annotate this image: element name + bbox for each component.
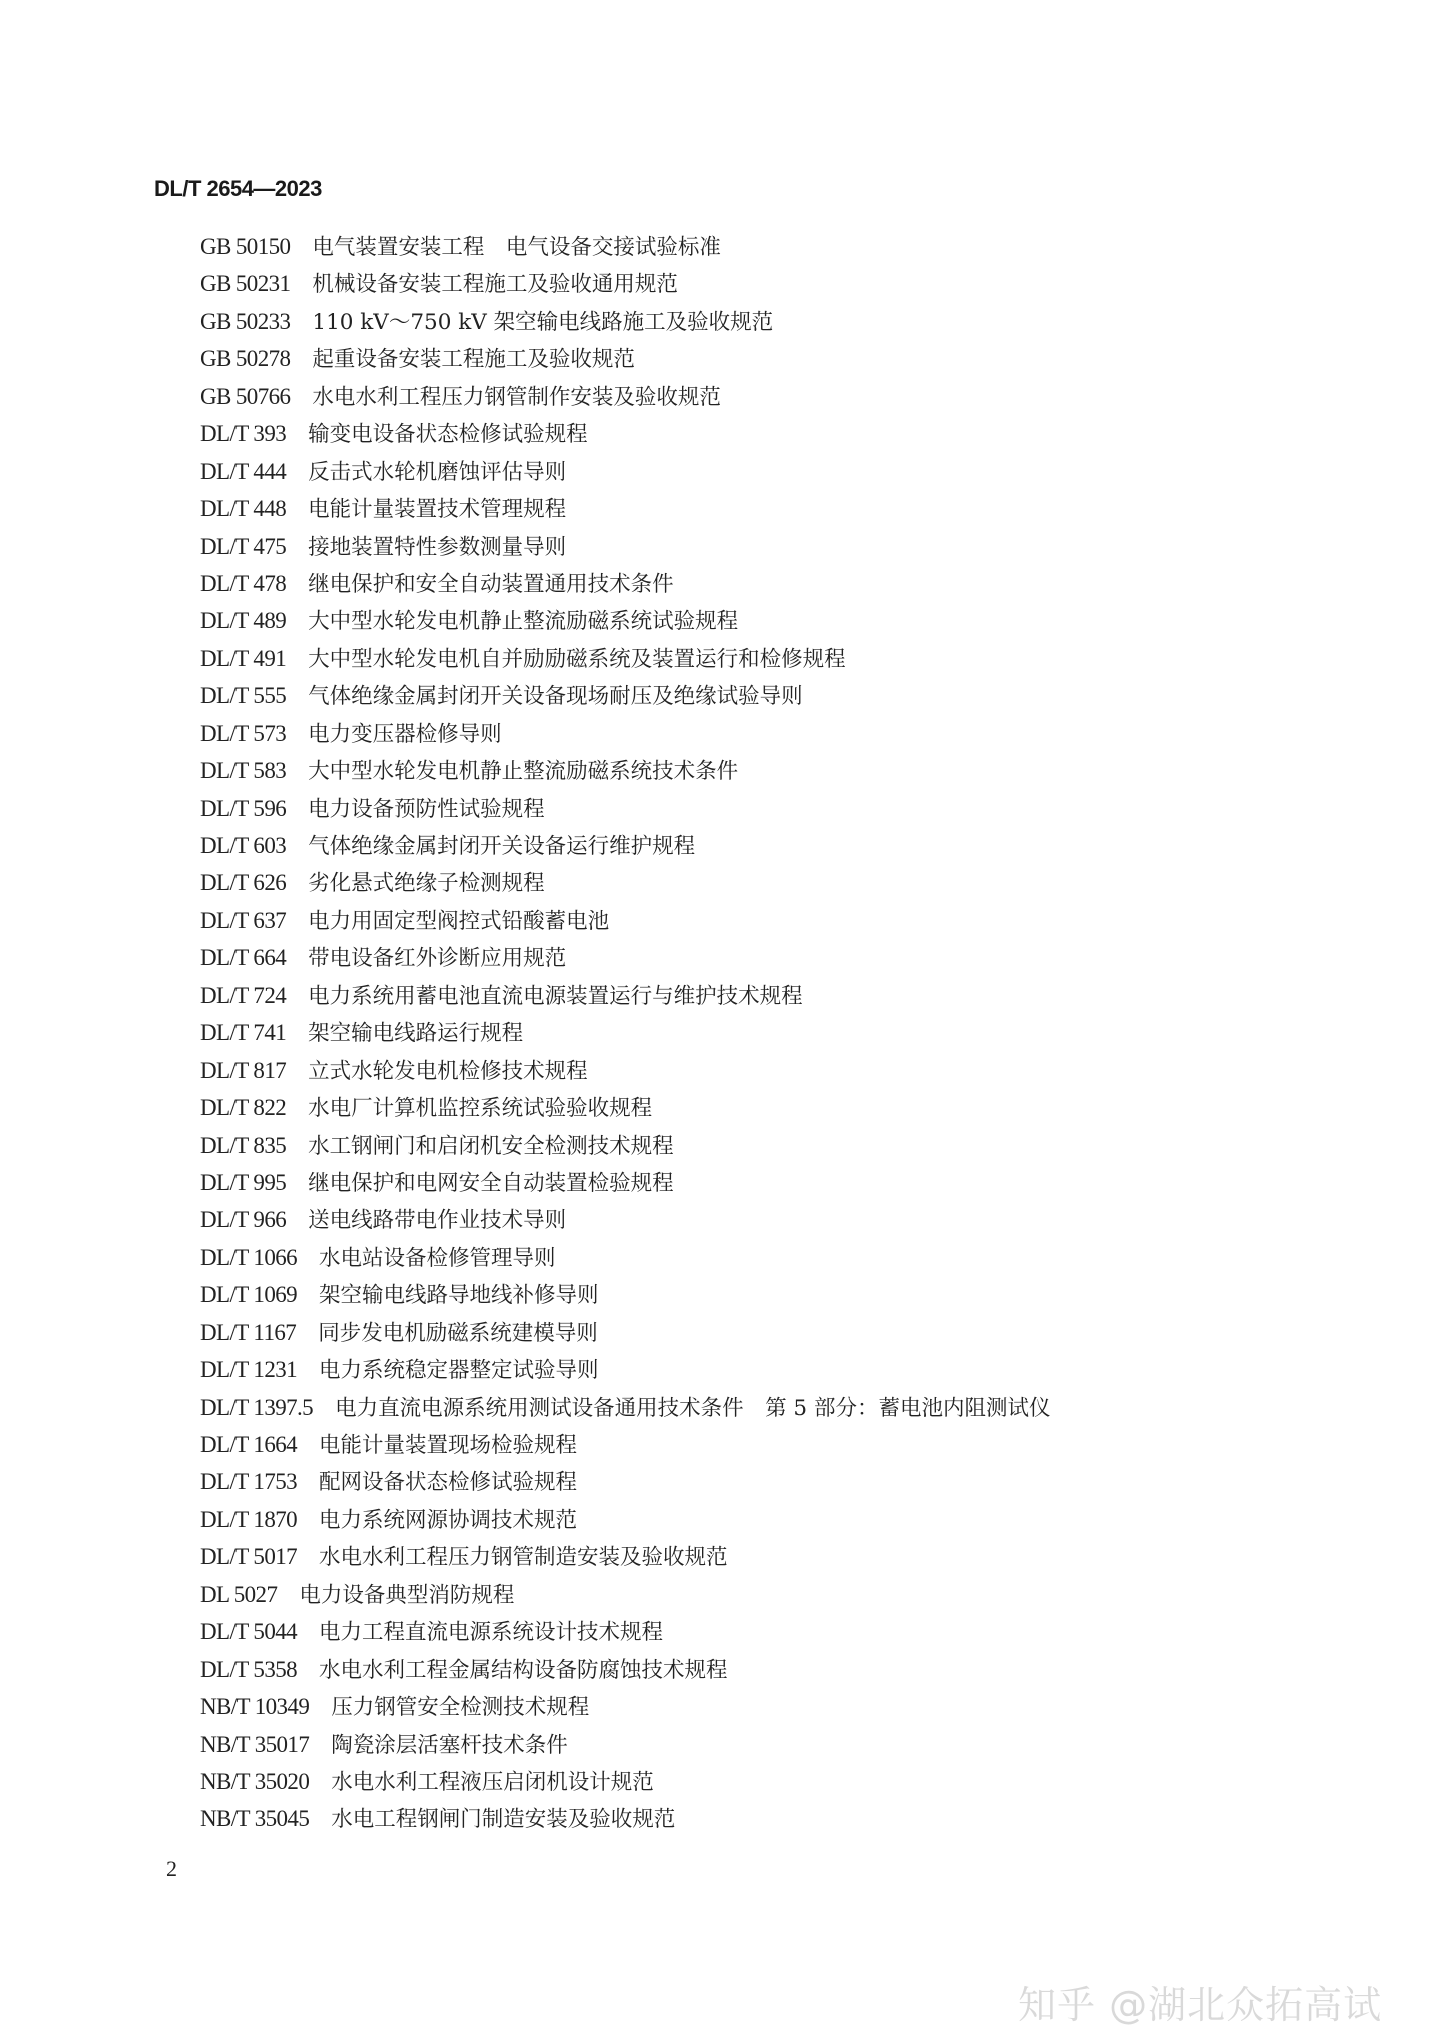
- reference-item: [200, 1389, 1050, 1426]
- standard-code: DL/T 489: [200, 608, 287, 634]
- standard-code: DL/T 491: [200, 645, 287, 671]
- standard-title: 架空输电线路导地线补修导则: [319, 1283, 599, 1309]
- standard-title: 水工钢闸门和启闭机安全检测技术规程: [308, 1133, 674, 1159]
- standard-title: 架空输电线路运行规程: [308, 1021, 524, 1047]
- reference-item: [200, 1239, 1050, 1276]
- reference-item: [200, 677, 1050, 714]
- reference-item: [200, 902, 1050, 939]
- standard-title: 电气装置安装工程 电气设备交接试验标准: [312, 235, 721, 260]
- standard-code: DL/T 478: [200, 570, 287, 596]
- reference-item: [200, 265, 1050, 302]
- standard-title: 送电线路带电作业技术导则: [308, 1208, 567, 1234]
- standard-code: DL/T 1397.5: [200, 1394, 314, 1420]
- reference-item: [200, 565, 1050, 602]
- reference-item: [200, 415, 1050, 452]
- reference-item: [200, 1463, 1050, 1500]
- standard-code: GB 50233: [200, 308, 291, 334]
- standard-title: 带电设备红外诊断应用规范: [308, 946, 567, 972]
- standard-code: DL/T 822: [200, 1095, 287, 1121]
- standard-code: DL/T 835: [200, 1132, 287, 1158]
- standard-title: 输变电设备状态检修试验规程: [308, 422, 588, 448]
- reference-item: [200, 1613, 1050, 1650]
- standard-title: 电力工程直流电源系统设计技术规程: [319, 1620, 664, 1646]
- reference-item: [200, 378, 1050, 415]
- standard-code: DL/T 1870: [200, 1506, 298, 1532]
- reference-item: [200, 752, 1050, 789]
- standard-code: DL/T 5358: [200, 1656, 298, 1682]
- reference-item: [200, 1276, 1050, 1313]
- reference-item: [200, 977, 1050, 1014]
- reference-item: [200, 1651, 1050, 1688]
- standard-title: 电力用固定型阀控式铅酸蓄电池: [308, 908, 610, 934]
- standard-title: 电能计量装置技术管理规程: [308, 497, 567, 523]
- standard-title: 接地装置特性参数测量导则: [308, 534, 567, 560]
- reference-item: [200, 1201, 1050, 1238]
- reference-item: [200, 528, 1050, 565]
- standard-title: 水电站设备检修管理导则: [319, 1245, 556, 1271]
- standard-code: DL/T 555: [200, 683, 287, 709]
- reference-item: [200, 1800, 1050, 1837]
- reference-item: [200, 1089, 1050, 1126]
- reference-item: [200, 453, 1050, 490]
- standard-code: DL/T 637: [200, 907, 287, 933]
- watermark: 知乎 @湖北众拓高试: [1018, 1983, 1383, 2027]
- reference-item: [200, 490, 1050, 527]
- standard-code: NB/T 35045: [200, 1806, 310, 1832]
- standard-code: DL/T 1231: [200, 1357, 298, 1383]
- standard-code: DL/T 817: [200, 1057, 287, 1083]
- reference-item: [200, 640, 1050, 677]
- standard-code: GB 50231: [200, 271, 291, 297]
- standard-code: DL/T 1753: [200, 1469, 298, 1495]
- standard-code: GB 50766: [200, 383, 291, 409]
- reference-item: [200, 1127, 1050, 1164]
- reference-item: [200, 864, 1050, 901]
- standard-code: DL/T 444: [200, 458, 287, 484]
- standard-title: 气体绝缘金属封闭开关设备现场耐压及绝缘试验导则: [308, 684, 803, 710]
- reference-item: [200, 1014, 1050, 1051]
- standard-title: 立式水轮发电机检修技术规程: [308, 1058, 588, 1084]
- standard-title: 电力系统网源协调技术规范: [319, 1507, 578, 1533]
- standard-code: DL/T 5017: [200, 1544, 298, 1570]
- standard-code: DL/T 475: [200, 533, 287, 559]
- standard-code: DL/T 1664: [200, 1432, 298, 1457]
- standard-title: 起重设备安装工程施工及验收规范: [312, 347, 635, 373]
- standard-title: 电力系统稳定器整定试验导则: [319, 1358, 599, 1384]
- reference-item: [200, 1726, 1050, 1763]
- reference-item: [200, 1314, 1050, 1351]
- reference-item: [200, 602, 1050, 639]
- standard-title: 反击式水轮机磨蚀评估导则: [308, 459, 567, 485]
- standard-code: DL/T 573: [200, 720, 287, 746]
- standard-code: DL/T 448: [200, 496, 287, 522]
- standard-code: DL/T 393: [200, 421, 287, 447]
- standard-title: 水电工程钢闸门制造安装及验收规范: [331, 1807, 676, 1833]
- standard-code: DL/T 583: [200, 758, 287, 784]
- reference-item: [200, 1763, 1050, 1800]
- standard-code: DL/T 5044: [200, 1619, 298, 1645]
- standard-code: DL/T 596: [200, 795, 287, 821]
- standard-title: 继电保护和电网安全自动装置检验规程: [308, 1170, 674, 1196]
- standard-title: 水电水利工程金属结构设备防腐蚀技术规程: [319, 1657, 728, 1683]
- standard-title: 电力变压器检修导则: [308, 721, 502, 747]
- standard-title: 电能计量装置现场检验规程: [319, 1433, 578, 1458]
- standard-title: 继电保护和安全自动装置通用技术条件: [308, 571, 674, 597]
- standard-title: 压力钢管安全检测技术规程: [331, 1695, 590, 1721]
- reference-item: [200, 827, 1050, 864]
- standard-title: 110 kV～750 kV 架空输电线路施工及验收规范: [312, 309, 774, 335]
- reference-item: [200, 1688, 1050, 1725]
- standard-title: 机械设备安装工程施工及验收通用规范: [312, 272, 678, 298]
- standard-title: 大中型水轮发电机静止整流励磁系统技术条件: [308, 759, 739, 785]
- standard-title: 水电厂计算机监控系统试验验收规程: [308, 1096, 653, 1122]
- normative-references-list: [200, 228, 1050, 1838]
- standard-code: DL/T 1066: [200, 1244, 298, 1270]
- standard-code: NB/T 35017: [200, 1731, 310, 1757]
- standard-title: 大中型水轮发电机自并励励磁系统及装置运行和检修规程: [308, 646, 846, 672]
- standard-title: 水电水利工程液压启闭机设计规范: [331, 1769, 654, 1795]
- reference-item: [200, 340, 1050, 377]
- reference-item: [200, 790, 1050, 827]
- reference-item: [200, 1576, 1050, 1613]
- standard-code: DL/T 626: [200, 870, 287, 896]
- reference-item: [200, 228, 1050, 265]
- reference-item: [200, 1351, 1050, 1388]
- standard-title: 水电水利工程压力钢管制造安装及验收规范: [319, 1545, 728, 1571]
- standard-code: NB/T 35020: [200, 1768, 310, 1794]
- standard-title: 同步发电机励磁系统建模导则: [318, 1320, 598, 1346]
- standard-title: 电力系统用蓄电池直流电源装置运行与维护技术规程: [308, 983, 803, 1009]
- reference-item: [200, 1052, 1050, 1089]
- standard-title: 劣化悬式绝缘子检测规程: [308, 871, 545, 897]
- standard-title: 电力设备典型消防规程: [299, 1582, 515, 1608]
- reference-item: [200, 1501, 1050, 1538]
- standard-code: DL/T 966: [200, 1207, 287, 1233]
- standard-code: DL/T 741: [200, 1020, 287, 1046]
- standard-title: 电力设备预防性试验规程: [308, 796, 545, 822]
- standard-code: DL/T 995: [200, 1169, 287, 1195]
- standard-title: 气体绝缘金属封闭开关设备运行维护规程: [308, 834, 696, 859]
- reference-item: [200, 303, 1050, 340]
- reference-item: [200, 939, 1050, 976]
- standard-code: DL 5027: [200, 1581, 278, 1607]
- standard-title: 陶瓷涂层活塞杆技术条件: [331, 1732, 568, 1758]
- standard-code: DL/T 1069: [200, 1282, 298, 1308]
- standard-title: 大中型水轮发电机静止整流励磁系统试验规程: [308, 609, 739, 635]
- standard-title: 配网设备状态检修试验规程: [319, 1470, 578, 1496]
- standard-title: 电力直流电源系统用测试设备通用技术条件 第 5 部分：蓄电池内阻测试仪: [335, 1395, 1051, 1421]
- reference-item: [200, 715, 1050, 752]
- standard-code: DL/T 724: [200, 982, 287, 1008]
- reference-item: [200, 1426, 1050, 1463]
- standard-code: GB 50150: [200, 234, 291, 259]
- standard-code: DL/T 664: [200, 945, 287, 971]
- standard-title: 水电水利工程压力钢管制作安装及验收规范: [312, 384, 721, 410]
- reference-item: [200, 1164, 1050, 1201]
- reference-item: [200, 1538, 1050, 1575]
- standard-code: DL/T 603: [200, 833, 287, 858]
- standard-code: GB 50278: [200, 346, 291, 372]
- document-number-header: DL/T 2654—2023: [154, 176, 322, 201]
- page-number: 2: [166, 1856, 177, 1881]
- standard-code: NB/T 10349: [200, 1694, 310, 1720]
- standard-code: DL/T 1167: [200, 1319, 297, 1345]
